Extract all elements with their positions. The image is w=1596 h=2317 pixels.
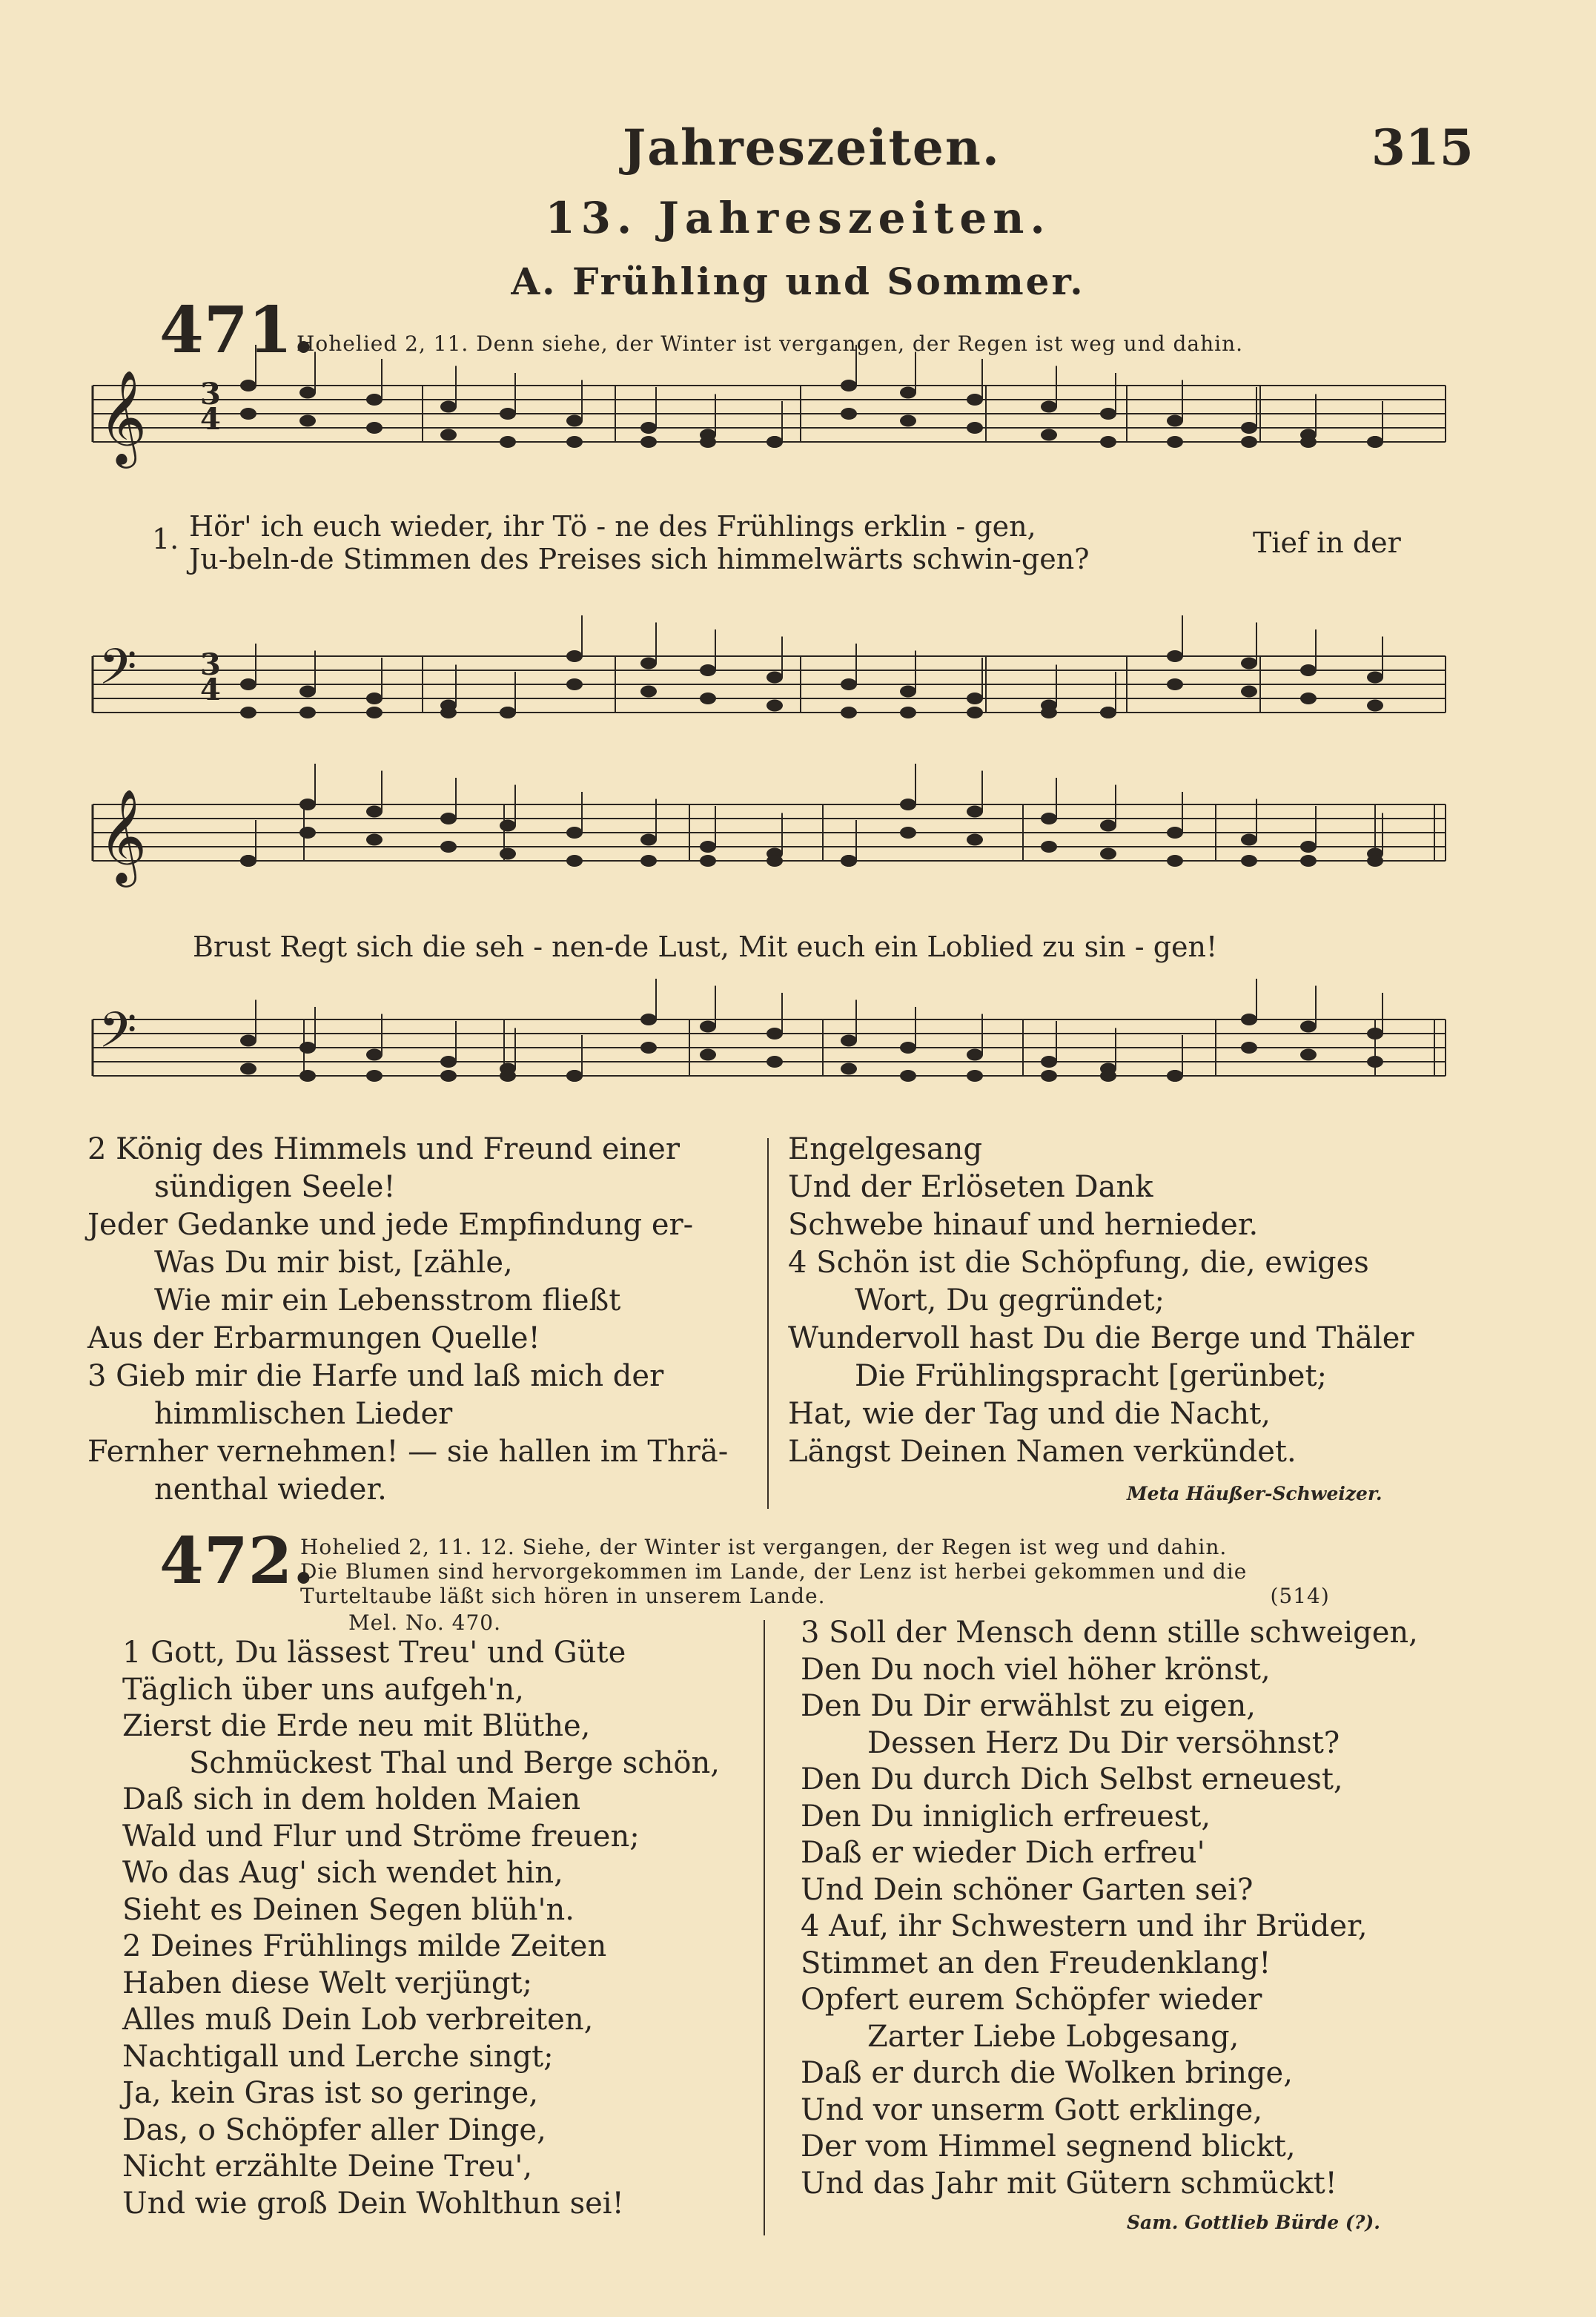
verse-line: Alles muß Dein Lob verbreiten,: [122, 2003, 594, 2037]
verse-line: Wort, Du gegründet;: [855, 1283, 1165, 1318]
verse-line: Zierst die Erde neu mit Blüthe,: [122, 1709, 591, 1743]
note-head: [299, 799, 316, 810]
note-head: [366, 1049, 383, 1061]
verse-line: 3 Gieb mir die Harfe und laß mich der: [87, 1359, 664, 1393]
note-head: [566, 650, 583, 662]
verse-line: 4 Auf, ihr Schwestern und ihr Brüder,: [801, 1909, 1368, 1943]
note-head: [440, 813, 457, 824]
verse-line: Den Du Dir erwählst zu eigen,: [801, 1689, 1256, 1723]
note-head: [240, 707, 256, 718]
note-head: [967, 394, 983, 406]
note-head: [967, 1049, 983, 1061]
page-number: 315: [1371, 119, 1474, 176]
note-head: [1241, 436, 1257, 448]
note-head: [1367, 1028, 1383, 1039]
verse-line: Der vom Himmel segnend blickt,: [801, 2129, 1296, 2164]
verse-line: 2 König des Himmels und Freund einer: [87, 1132, 680, 1166]
verse-line: Die Frühlingspracht [gerünbet;: [855, 1359, 1328, 1393]
hymn-471-verses-right: [788, 1131, 1529, 1471]
verse-line: 1 Gott, Du lässest Treu' und Güte: [122, 1636, 626, 1670]
verse-line: Jeder Gedanke und jede Empfindung er-: [87, 1208, 694, 1242]
note-head: [900, 1070, 916, 1082]
hymn-472-melody-reference: Mel. No. 470.: [348, 1610, 502, 1635]
note-head: [1300, 1021, 1317, 1033]
note-head: [240, 1035, 256, 1047]
note-head: [841, 678, 857, 690]
note-head: [841, 380, 857, 391]
note-head: [500, 408, 516, 420]
note-head: [240, 678, 256, 690]
note-head: [500, 436, 516, 448]
note-head: [500, 820, 516, 832]
note-head: [299, 707, 316, 718]
treble-clef-icon: 𝄞: [99, 369, 148, 464]
hymn-471-author: Meta Häußer-Schweizer.: [1127, 1483, 1383, 1504]
note-head: [900, 707, 916, 718]
note-head: [1167, 1070, 1183, 1082]
note-head: [766, 672, 783, 684]
note-head: [700, 1049, 716, 1061]
note-head: [500, 1070, 516, 1082]
note-head: [1041, 707, 1057, 718]
note-head: [900, 799, 916, 810]
verse-line: 3 Soll der Mensch denn stille schweigen,: [801, 1616, 1418, 1650]
note-head: [1367, 436, 1383, 448]
verse-line: Was Du mir bist, [zähle,: [154, 1246, 513, 1280]
verse-line: Schwebe hinauf und hernieder.: [788, 1208, 1259, 1242]
lyrics-verse-number: 1.: [152, 523, 179, 555]
verse-line: 4 Schön ist die Schöpfung, die, ewiges: [788, 1246, 1369, 1280]
note-head: [1241, 686, 1257, 698]
note-head: [1167, 436, 1183, 448]
verse-line: Ja, kein Gras ist so geringe,: [122, 2076, 539, 2110]
note-head: [440, 1056, 457, 1068]
note-head: [766, 700, 783, 712]
verse-line: Stimmet an den Freudenklang!: [801, 1946, 1271, 1980]
note-head: [500, 707, 516, 718]
note-head: [967, 834, 983, 846]
verse-line: Und Dein schöner Garten sei?: [801, 1872, 1254, 1907]
note-head: [766, 1056, 783, 1068]
verse-line: Daß er durch die Wolken bringe,: [801, 2056, 1293, 2090]
note-head: [900, 686, 916, 698]
note-head: [240, 855, 256, 867]
note-head: [299, 686, 316, 698]
verse-line: Und der Erlöseten Dank: [788, 1170, 1153, 1204]
note-head: [366, 707, 383, 718]
verse-line: Schmückest Thal und Berge schön,: [189, 1745, 720, 1780]
note-head: [299, 1042, 316, 1054]
note-head: [299, 415, 316, 427]
note-head: [900, 415, 916, 427]
note-head: [440, 429, 457, 441]
subsection-title: A. Frühling und Sommer.: [511, 260, 1085, 303]
note-head: [366, 834, 383, 846]
note-head: [967, 1070, 983, 1082]
verse-line: Zarter Liebe Lobgesang,: [867, 2019, 1239, 2054]
hymn-471-scripture-reference: Hohelied 2, 11. Denn siehe, der Winter ist vergangen, der Regen ist weg und dahin.: [297, 331, 1244, 356]
note-head: [900, 827, 916, 839]
note-head: [440, 1070, 457, 1082]
note-head: [1041, 429, 1057, 441]
note-head: [700, 436, 716, 448]
verse-line: Den Du durch Dich Selbst erneuest,: [801, 1762, 1343, 1797]
note-head: [700, 693, 716, 704]
hymn-472-number: 472.: [159, 1524, 315, 1599]
note-head: [1367, 672, 1383, 684]
hymn-472-verses-right: [801, 1615, 1542, 2202]
note-head: [640, 422, 657, 434]
verse-line: Nachtigall und Lerche singt;: [122, 2039, 554, 2074]
note-head: [640, 436, 657, 448]
note-head: [366, 693, 383, 704]
note-head: [1041, 841, 1057, 853]
note-head: [640, 1042, 657, 1054]
note-head: [700, 1021, 716, 1033]
hymn-471-verses-left: [87, 1131, 755, 1509]
verse-line: Und das Jahr mit Gütern schmückt!: [801, 2166, 1337, 2201]
note-head: [1241, 834, 1257, 846]
verse-line: Dessen Herz Du Dir versöhnst?: [867, 1725, 1340, 1760]
verse-line: Sieht es Deinen Segen blüh'n.: [122, 1892, 575, 1927]
note-head: [299, 827, 316, 839]
lyrics-line-2: Brust Regt sich die seh - nen-de Lust, Mit euch ein Loblied zu sin - gen!: [193, 931, 1218, 963]
note-head: [766, 436, 783, 448]
note-head: [967, 422, 983, 434]
note-head: [640, 1014, 657, 1025]
note-head: [1100, 820, 1116, 832]
note-head: [967, 693, 983, 704]
note-head: [1041, 1070, 1057, 1082]
note-head: [1041, 813, 1057, 824]
note-head: [700, 664, 716, 676]
note-head: [1100, 436, 1116, 448]
note-head: [900, 387, 916, 399]
verse-line: Wie mir ein Lebensstrom fließt: [154, 1283, 621, 1318]
note-head: [700, 855, 716, 867]
note-head: [440, 841, 457, 853]
section-title: 13. Jahreszeiten.: [545, 193, 1051, 243]
note-head: [1100, 707, 1116, 718]
time-signature-bass-1: 3 4: [200, 647, 221, 707]
note-head: [1167, 855, 1183, 867]
note-head: [1367, 700, 1383, 712]
note-head: [240, 408, 256, 420]
note-head: [1167, 827, 1183, 839]
note-head: [500, 848, 516, 860]
note-head: [566, 827, 583, 839]
verse-line: 2 Deines Frühlings milde Zeiten: [122, 1929, 607, 1963]
verse-line: Aus der Erbarmungen Quelle!: [87, 1321, 540, 1355]
note-head: [240, 380, 256, 391]
note-head: [1300, 436, 1317, 448]
note-head: [1167, 650, 1183, 662]
lyrics-line-1-tail: Tief in der: [1253, 526, 1401, 559]
note-head: [1100, 1070, 1116, 1082]
note-head: [1041, 401, 1057, 413]
note-head: [841, 707, 857, 718]
note-head: [640, 834, 657, 846]
note-head: [1241, 422, 1257, 434]
verse-line: nenthal wieder.: [154, 1472, 387, 1507]
note-head: [640, 855, 657, 867]
note-head: [967, 806, 983, 818]
bass-clef-icon: 𝄢: [99, 1002, 137, 1071]
running-header-title: Jahreszeiten.: [623, 119, 1001, 176]
note-head: [440, 401, 457, 413]
note-head: [1367, 855, 1383, 867]
hymn-472-scripture-reference: Hohelied 2, 11. 12. Siehe, der Winter ist vergangen, der Regen ist weg und dahin. Die Blumen sind hervorgekommen im Lande, der Lenz ist herbei gekommen und die Turteltaube läßt sich hören in unserem Lande. (514): [300, 1535, 1330, 1608]
column-divider-2: [764, 1620, 765, 2235]
note-head: [1241, 1042, 1257, 1054]
note-head: [841, 855, 857, 867]
verse-line: Und vor unserm Gott erklinge,: [801, 2092, 1263, 2127]
note-head: [766, 1028, 783, 1039]
verse-line: Fernher vernehmen! — sie hallen im Thrä-: [87, 1435, 729, 1469]
note-head: [1241, 658, 1257, 670]
lyrics-line-1a: Hör' ich euch wieder, ihr Tö - ne des Frühlings erklin - gen,: [189, 510, 1036, 543]
note-head: [566, 436, 583, 448]
verse-line: Opfert eurem Schöpfer wieder: [801, 1983, 1262, 2017]
verse-line: Daß er wieder Dich erfreu': [801, 1836, 1205, 1870]
note-head: [566, 1070, 583, 1082]
note-head: [640, 658, 657, 670]
note-head: [299, 387, 316, 399]
note-head: [1100, 848, 1116, 860]
note-head: [366, 1070, 383, 1082]
note-head: [1300, 664, 1317, 676]
note-head: [640, 686, 657, 698]
verse-line: Wundervoll hast Du die Berge und Thäler: [788, 1321, 1414, 1355]
note-head: [967, 707, 983, 718]
note-head: [1300, 693, 1317, 704]
hymn-472-verses-left: [122, 1635, 767, 2222]
note-head: [1241, 855, 1257, 867]
verse-line: Daß sich in dem holden Maien: [122, 1782, 581, 1817]
verse-line: Längst Deinen Namen verkündet.: [788, 1435, 1297, 1469]
verse-line: Und wie groß Dein Wohlthun sei!: [122, 2186, 624, 2221]
note-head: [1041, 1056, 1057, 1068]
note-head: [700, 841, 716, 853]
note-head: [841, 1063, 857, 1075]
verse-line: himmlischen Lieder: [154, 1397, 453, 1431]
note-head: [566, 415, 583, 427]
verse-line: Hat, wie der Tag und die Nacht,: [788, 1397, 1271, 1431]
verse-line: Haben diese Welt verjüngt;: [122, 1966, 533, 2000]
note-head: [1300, 1049, 1317, 1061]
verse-line: Den Du inniglich erfreuest,: [801, 1799, 1211, 1834]
note-head: [841, 1035, 857, 1047]
verse-line: Das, o Schöpfer aller Dinge,: [122, 2112, 546, 2147]
note-head: [566, 678, 583, 690]
verse-line: Den Du noch viel höher krönst,: [801, 1652, 1271, 1687]
note-head: [1167, 678, 1183, 690]
verse-line: Täglich über uns aufgeh'n,: [122, 1672, 525, 1707]
note-head: [900, 1042, 916, 1054]
verse-line: Wo das Aug' sich wendet hin,: [122, 1856, 563, 1890]
hymn-472-author: Sam. Gottlieb Bürde (?).: [1127, 2212, 1380, 2233]
note-head: [240, 1063, 256, 1075]
note-head: [1241, 1014, 1257, 1025]
note-head: [440, 707, 457, 718]
column-divider: [767, 1138, 769, 1509]
verse-line: Engelgesang: [788, 1132, 983, 1166]
note-head: [1300, 855, 1317, 867]
note-head: [366, 394, 383, 406]
verse-line: sündigen Seele!: [154, 1170, 396, 1204]
verse-line: Nicht erzählte Deine Treu',: [122, 2149, 533, 2184]
lyrics-line-1b: Ju-beln-de Stimmen des Preises sich himmelwärts schwin-gen?: [189, 543, 1090, 575]
note-head: [366, 422, 383, 434]
note-head: [566, 855, 583, 867]
note-head: [1100, 408, 1116, 420]
note-head: [299, 1070, 316, 1082]
time-signature-treble-1: 3 4: [200, 377, 221, 437]
note-head: [1300, 841, 1317, 853]
note-head: [841, 408, 857, 420]
verse-line: Wald und Flur und Ströme freuen;: [122, 1819, 640, 1854]
hymn-471-number: 471.: [159, 293, 315, 368]
note-head: [766, 855, 783, 867]
treble-clef-icon: 𝄞: [99, 788, 148, 883]
clefs: [99, 369, 147, 1071]
note-head: [1167, 415, 1183, 427]
bass-clef-icon: 𝄢: [99, 638, 137, 707]
staff-lines: [93, 386, 1446, 1076]
note-head: [366, 806, 383, 818]
note-head: [1367, 1056, 1383, 1068]
